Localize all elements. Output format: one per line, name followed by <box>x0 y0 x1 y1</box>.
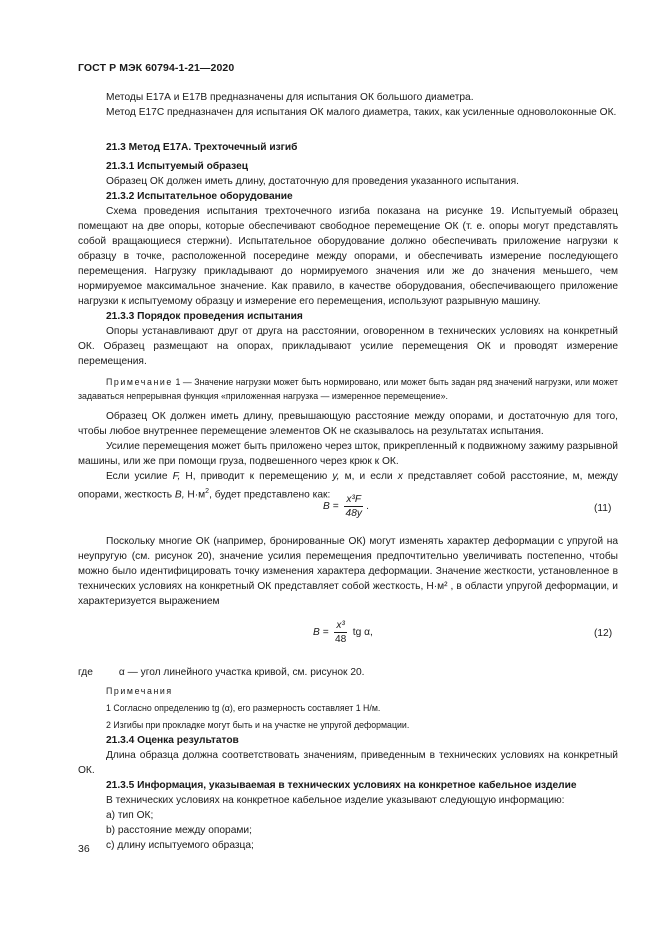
list-item: b) расстояние между опорами; <box>106 825 252 836</box>
subsection-heading: 21.3.4 Оценка результатов <box>106 735 239 746</box>
paragraph: Усилие перемещения может быть приложено через шток, прикрепленный к подвижному зажиму разрывной машины, или же при помощи груза, подвешенного через крюк к ОК. <box>78 441 618 467</box>
section-heading: 21.3 Метод Е17А. Трехточечный изгиб <box>106 142 298 153</box>
paragraph: Поскольку многие ОК (например, бронированные ОК) могут изменять характер деформации с упругой на неупругую (см. рисунок 20), значение усилия перемещения предпочтительно увеличивать постепенно, чтобы можно было идентифицировать точку изменения характера деформации. Значение жесткости, установленное в технических условиях на конкретный ОК представляет собой жесткость, Н·м² , в области упругой деформации, и характеризуется выражением <box>78 536 618 607</box>
document-header: ГОСТ Р МЭК 60794-1-21—2020 <box>78 62 235 74</box>
equation-number: (11) <box>594 503 612 514</box>
subsection-heading: 21.3.1 Испытуемый образец <box>106 161 249 172</box>
page-number: 36 <box>78 843 90 855</box>
section-21-3 <box>78 140 618 502</box>
paragraph: Образец ОК должен иметь длину, достаточную для проведения указанного испытания. <box>106 176 519 187</box>
paragraph: Схема проведения испытания трехточечного изгиба показана на рисунке 19. Испытуемый образец помещают на две опоры, которые обеспечивают свободное перемещение ОК (т. е. опоры могут представлять собой вращающиеся стержни). Испытательное оборудование должно обеспечивать приложение нагрузки к образцу в точке, расположенной посередине между опорами, и обеспечивать измерение последующего перемещения. Нагрузку прикладывают до нормируемого значения или же до значения меньшего, чем нормируемое максимальное значение. Как правило, в качестве оборудования, обеспечивающего приложение нагрузки к испытуемому образцу и измерение его перемещения, используют разрывную машину. <box>78 206 618 307</box>
list-item: с) длину испытуемого образца; <box>106 840 254 851</box>
formula-11: B = $\frac{\text{x³F}}{48y}$ . <box>323 494 369 519</box>
note: 2 Изгибы при прокладке могут быть и на участке не упругой деформации. <box>106 720 410 730</box>
paragraph: Если усилие F, Н, приводит к перемещению y, м, и если x представляет собой расстояние, м, между опорами, жесткость B, $Н\cdot м^2$, будет представлено как: <box>78 471 618 501</box>
intro-block <box>78 90 618 120</box>
paragraph: Образец ОК должен иметь длину, превышающую расстояние между опорами, и достаточную для того, чтобы любое внутреннее перемещение элементов ОК не сказывалось на результатах испытания. <box>78 411 618 437</box>
where-block <box>78 665 618 732</box>
where-line: где α — угол линейного участка кривой, см. рисунок 20. <box>78 667 365 678</box>
formula-12: B = $\frac{\text{x³}}{48}$ tg α, <box>313 620 373 645</box>
subsection-heading: 21.3.3 Порядок проведения испытания <box>106 311 303 322</box>
paragraph: Метод Е17С предназначен для испытания ОК малого диаметра, таких, как усиленные одноволоконные ОК. <box>106 107 617 118</box>
subsection-heading: 21.3.2 Испытательное оборудование <box>106 191 293 202</box>
paragraph: Длина образца должна соответствовать значениям, приведенным в технических условиях на конкретный ОК. <box>78 750 618 776</box>
subsection-heading: 21.3.5 Информация, указываемая в технических условиях на конкретное кабельное изделие <box>106 780 577 791</box>
paragraph: Опоры устанавливают друг от друга на расстоянии, оговоренном в технических условиях на конкретный ОК. Образец размещают на опорах, прикладывают усилие перемещения ОК и проводят измерение перемещения. <box>78 326 618 367</box>
paragraph: В технических условиях на конкретное кабельное изделие указывают следующую информацию: <box>106 795 565 806</box>
note-text: 1 — Значение нагрузки может быть нормировано, или может быть задан ряд значений нагрузки, или может задаваться непрерывная функция «приложенная нагрузка — измеренное перемещение». <box>78 377 618 401</box>
notes-label: Примечания <box>106 686 173 696</box>
paragraph: Методы Е17А и Е17В предназначены для испытания ОК большого диаметра. <box>106 92 474 103</box>
note-label: Примечание <box>106 377 173 387</box>
equation-number: (12) <box>594 628 613 639</box>
note: 1 Согласно определению tg (α), его размерность составляет 1 Н/м. <box>106 703 381 713</box>
section-21-3-4 <box>78 733 618 853</box>
list-item: а) тип ОК; <box>106 810 154 821</box>
paragraph-block <box>78 534 618 609</box>
note <box>78 375 618 403</box>
